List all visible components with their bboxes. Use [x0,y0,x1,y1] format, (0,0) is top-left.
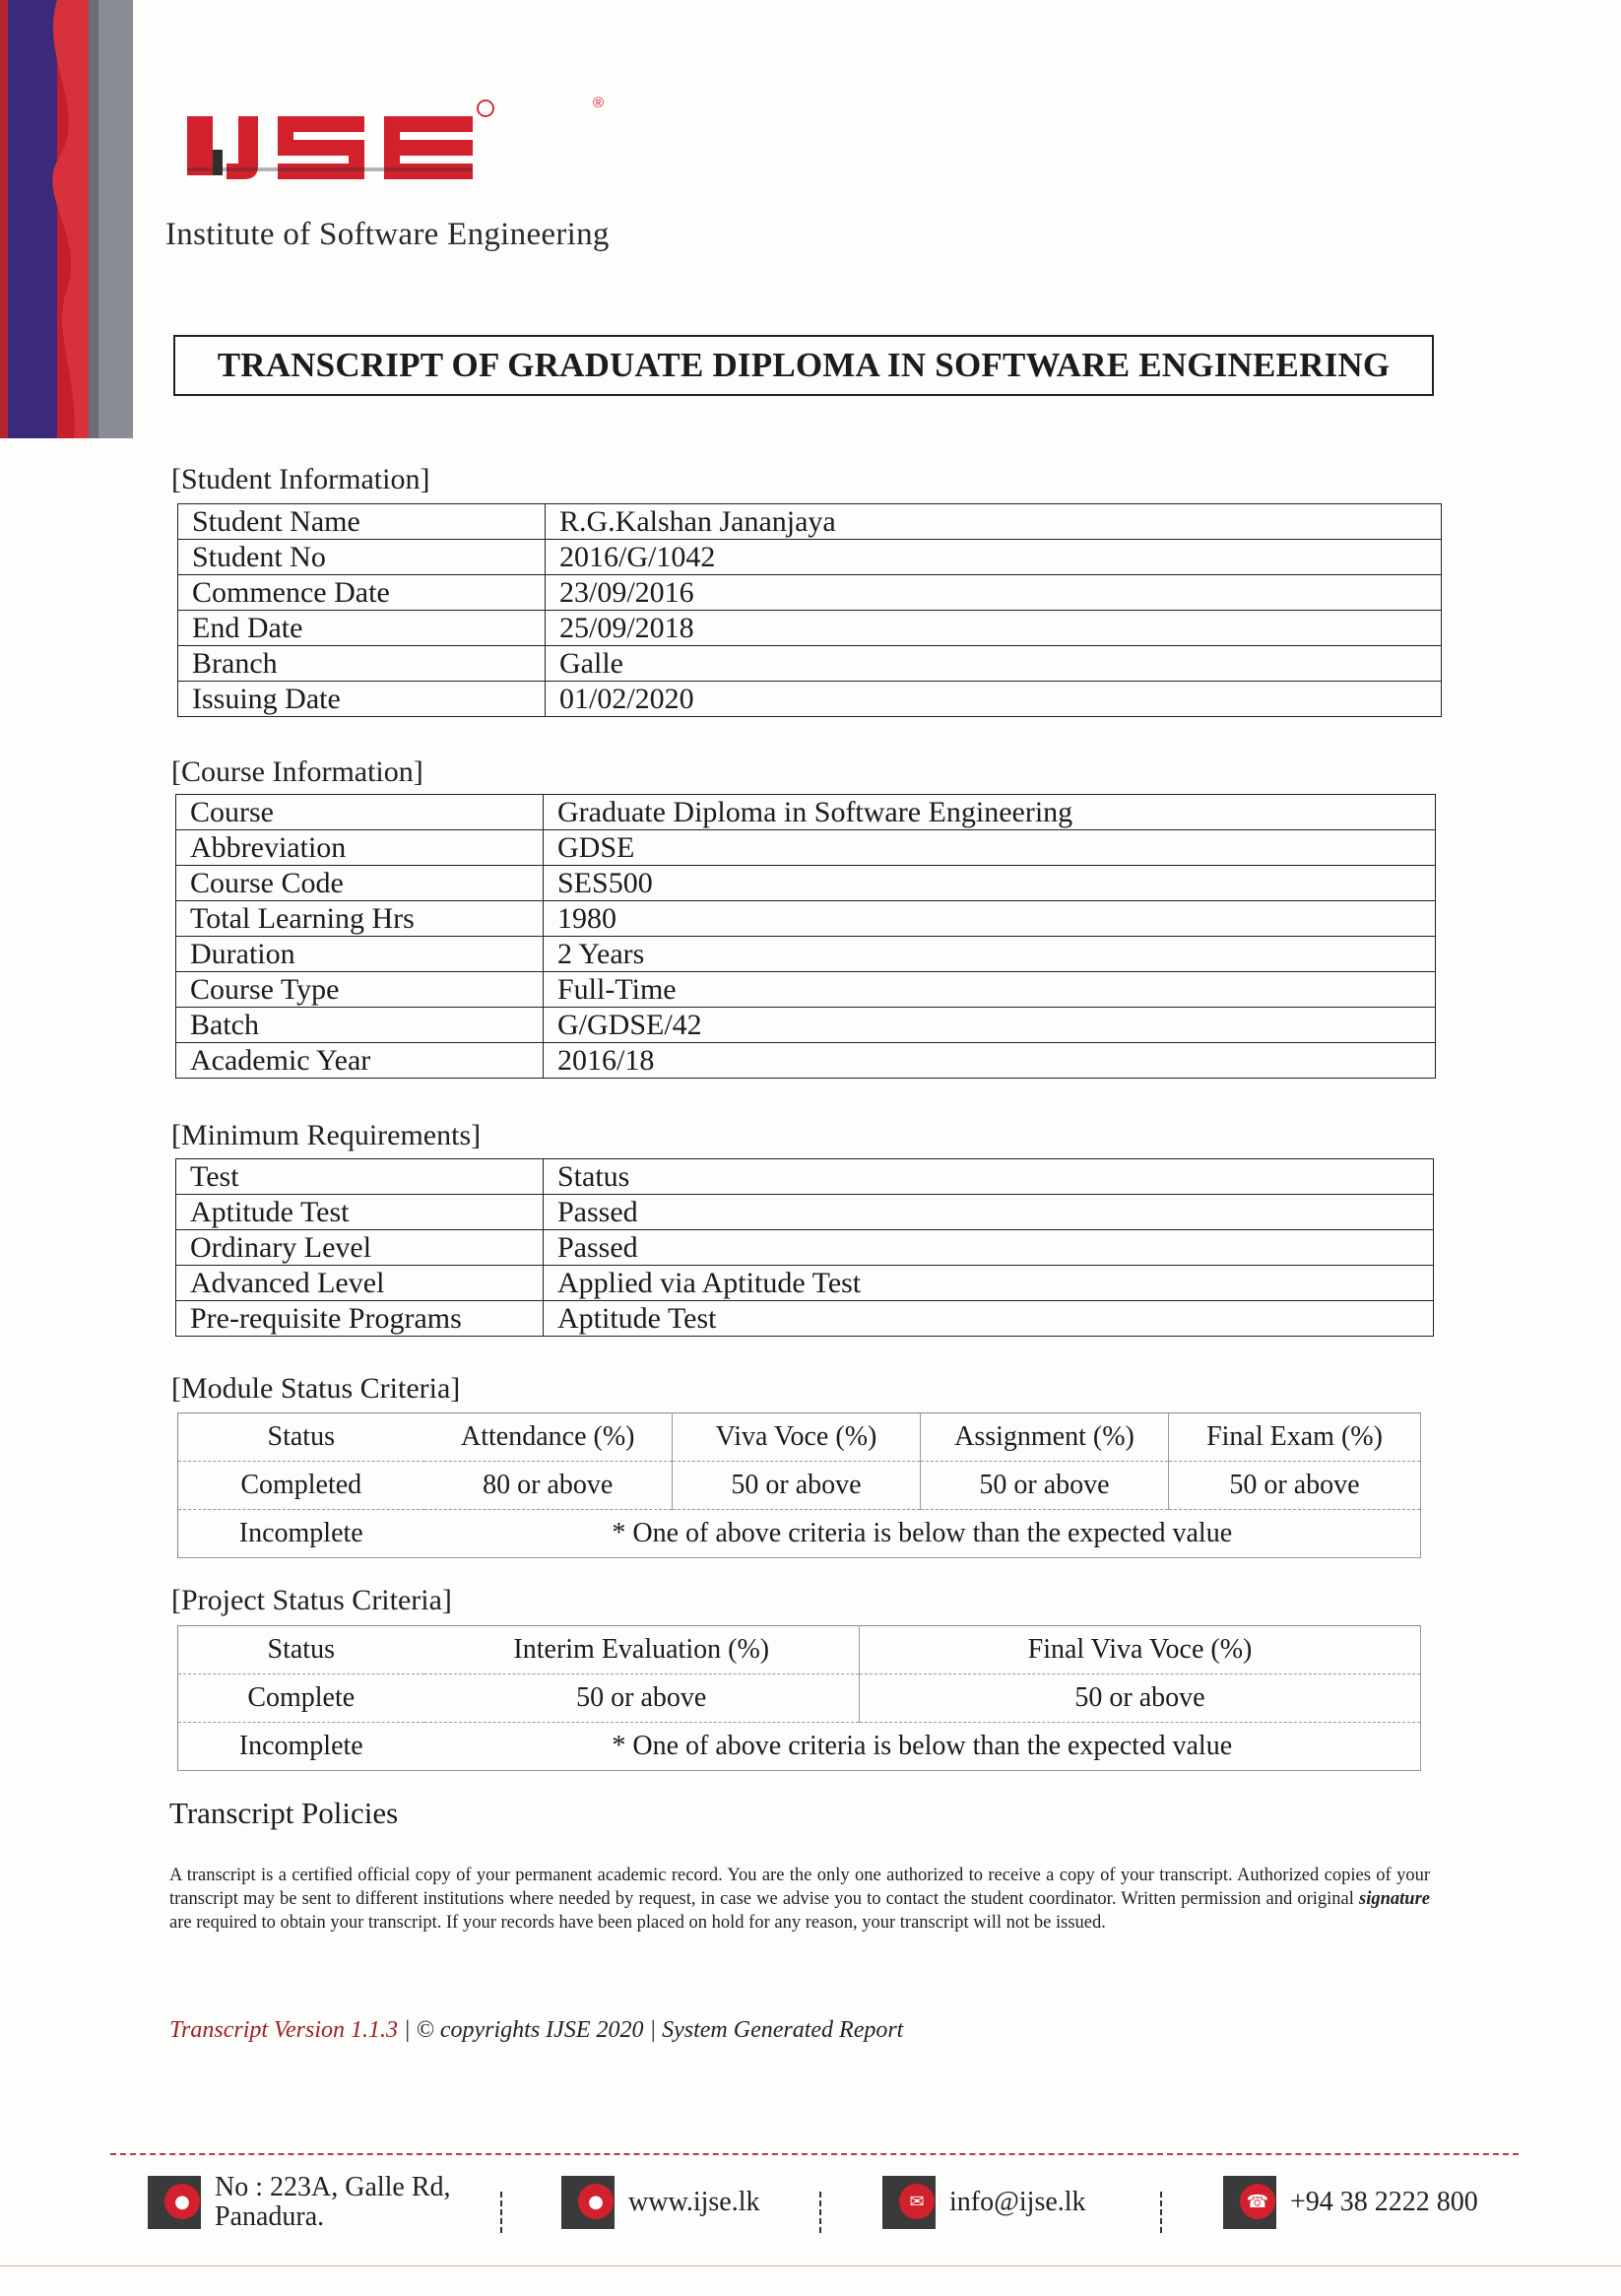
table-row: Course Type Full-Time [176,972,1436,1008]
policies-heading: Transcript Policies [169,1796,399,1830]
course-info-table [175,794,1436,1079]
website-link[interactable]: www.ijse.lk [628,2187,760,2217]
location-pin-icon: ● [148,2176,201,2229]
table-row: Academic Year 2016/18 [176,1043,1436,1079]
footer-email [882,2167,1086,2238]
project-criteria-table [177,1625,1421,1771]
footer-address: ● No : 223A, Galle Rd, Panadura. [148,2167,451,2238]
project-criteria-label: [Project Status Criteria] [171,1584,452,1616]
table-row: End Date 25/09/2018 [178,611,1442,646]
min-requirements-label: [Minimum Requirements] [171,1119,482,1151]
table-row: Aptitude Test Passed [176,1195,1434,1230]
table-row: Issuing Date 01/02/2020 [178,682,1442,717]
globe-icon: ● [561,2176,615,2229]
table-row: Abbreviation GDSE [176,830,1436,866]
table-header-row: Status Interim Evaluation (%) Final Viva Voce (%) [178,1626,1421,1674]
student-info-table [177,503,1442,717]
table-row: Student No 2016/G/1042 [178,540,1442,575]
table-row: Course Graduate Diploma in Software Engineering [176,795,1436,830]
email-link[interactable]: info@ijse.lk [949,2187,1086,2217]
table-row: Advanced Level Applied via Aptitude Test [176,1266,1434,1301]
table-row: Total Learning Hrs 1980 [176,901,1436,937]
registered-mark: ® [593,95,605,111]
table-row: Incomplete * One of above criteria is below than the expected value [178,1510,1421,1558]
table-row: Commence Date 23/09/2016 [178,575,1442,611]
footer-website [561,2167,760,2238]
phone-icon: ☎ [1223,2176,1276,2229]
table-row: Complete 50 or above 50 or above [178,1674,1421,1723]
version-line: Transcript Version 1.1.3 | © copyrights IJSE 2020 | System Generated Report [169,2017,904,2043]
module-criteria-table [177,1412,1421,1558]
table-row: Ordinary Level Passed [176,1230,1434,1266]
decorative-ribbon [0,0,133,438]
envelope-icon: ✉ [882,2176,936,2229]
course-info-label: [Course Information] [171,755,423,788]
signature-emphasis: signature [1359,1889,1430,1909]
policies-text: A transcript is a certified official copy of your permanent academic record. You are the only one authorized to receive a copy of your transcript. Authorized copies of your transcript may be sent to different institutions where needed by request, in case we advise you to contact the student coordinator. Written permission and original signature are required to obtain your transcript. If your records have been placed on hold for any reason, your transcript will not be issued. [169,1866,1430,1933]
student-info-label: [Student Information] [171,463,430,495]
bottom-rule [0,2265,1621,2266]
footer-separator [819,2192,821,2233]
module-criteria-label: [Module Status Criteria] [171,1372,461,1405]
table-row: Pre-requisite Programs Aptitude Test [176,1301,1434,1337]
table-row: Student Name R.G.Kalshan Jananjaya [178,504,1442,540]
institute-name: Institute of Software Engineering [165,217,610,252]
table-row: Incomplete * One of above criteria is below than the expected value [178,1723,1421,1771]
phone-number: +94 38 2222 800 [1290,2187,1478,2217]
table-row: Branch Galle [178,646,1442,682]
table-row: Duration 2 Years [176,937,1436,972]
table-header-row: Status Attendance (%) Viva Voce (%) Assignment (%) Final Exam (%) [178,1413,1421,1462]
table-row: Batch G/GDSE/42 [176,1008,1436,1043]
document-title: TRANSCRIPT OF GRADUATE DIPLOMA IN SOFTWARE ENGINEERING [173,335,1434,396]
table-row: Course Code SES500 [176,866,1436,901]
table-row: Completed 80 or above 50 or above 50 or above 50 or above [178,1462,1421,1510]
footer-separator [1160,2192,1162,2233]
table-row: Test Status [176,1159,1434,1195]
ijse-logo [187,98,620,192]
min-requirements-table [175,1158,1434,1337]
footer-phone [1223,2167,1478,2238]
footer-separator [500,2192,502,2233]
footer-divider [110,2153,1519,2155]
